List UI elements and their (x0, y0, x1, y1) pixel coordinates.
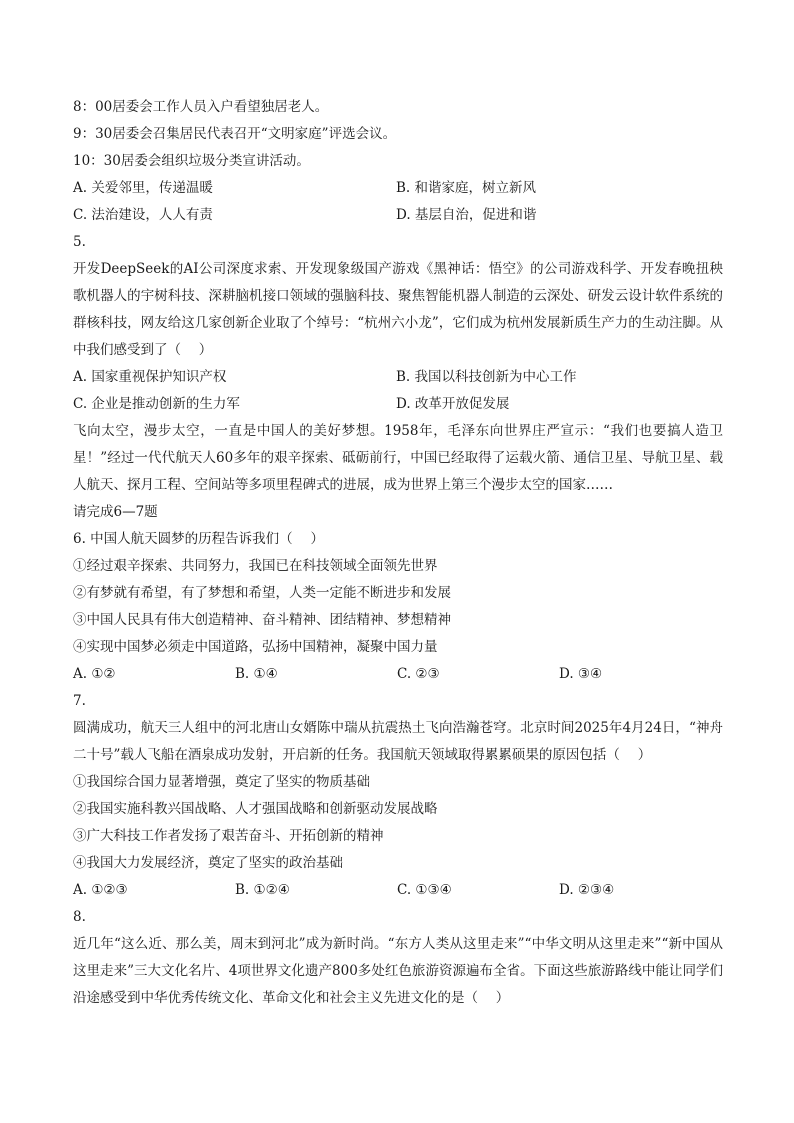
question-7-options (73, 877, 723, 904)
schedule-item: 10：30居委会组织垃圾分类宣讲活动。 (73, 153, 310, 169)
statement-item: ③中国人民具有伟大创造精神、奋斗精神、团结精神、梦想精神 (73, 612, 451, 628)
schedule-item: 8：00居委会工作人员入户看望独居老人。 (73, 99, 329, 115)
statement-item: ③广大科技工作者发扬了艰苦奋斗、开拓创新的精神 (73, 828, 384, 844)
question-6-stem: 6. 中国人航天圆梦的历程告诉我们（ ） (73, 531, 324, 547)
statement-item: ②我国实施科教兴国战略、人才强国战略和创新驱动发展战略 (73, 801, 438, 817)
statement-item: ①经过艰辛探索、共同努力，我国已在科技领域全面领先世界 (73, 558, 438, 574)
instruction-text: 请完成6—7题 (73, 504, 158, 520)
question-5-number: 5. (73, 234, 86, 250)
option-a: A. ①② (73, 666, 116, 682)
question-7-number: 7. (73, 693, 86, 709)
option-b: B. 和谐家庭，树立新风 (396, 180, 537, 196)
question-8-number: 8. (73, 909, 86, 925)
option-b: B. ①②④ (235, 882, 290, 898)
question-4-options-row-2 (73, 202, 723, 229)
option-a: A. 国家重视保护知识产权 (73, 369, 227, 385)
statement-item: ④我国大力发展经济，奠定了坚实的政治基础 (73, 855, 343, 871)
exam-page (73, 94, 723, 1012)
question-7-stem: 圆满成功，航天三人组中的河北唐山女婿陈中瑞从抗震热土飞向浩瀚苍穹。北京时间2025年4月24日，“神舟二十号”载人飞船在酒泉成功发射，开启新的任务。我国航天领域取得累累硕果的原因包括（ ） (73, 720, 723, 763)
question-5-options-row-2 (73, 391, 723, 418)
option-d: D. 改革开放促发展 (396, 396, 510, 412)
option-b: B. ①④ (235, 666, 278, 682)
option-b: B. 我国以科技创新为中心工作 (396, 369, 577, 385)
question-6-options (73, 661, 723, 688)
option-d: D. ③④ (559, 666, 603, 682)
option-c: C. ①③④ (397, 882, 452, 898)
statement-item: ①我国综合国力显著增强，奠定了坚实的物质基础 (73, 774, 370, 790)
statement-item: ②有梦就有希望，有了梦想和希望，人类一定能不断进步和发展 (73, 585, 451, 601)
question-8-stem: 近几年“这么近、那么美，周末到河北”成为新时尚。“东方人类从这里走来”“中华文明从这里走来”“新中国从这里走来”三大文化名片、4项世界文化遗产800多处红色旅游资源遍布全省。下面这些旅游路线中能让同学们沿途感受到中华优秀传统文化、革命文化和社会主义先进文化的是（ ） (73, 936, 723, 1006)
option-a: A. ①②③ (73, 882, 128, 898)
question-4-options-row-1 (73, 175, 723, 202)
option-a: A. 关爱邻里，传递温暖 (73, 180, 213, 196)
option-d: D. 基层自治，促进和谐 (396, 207, 537, 223)
question-5-stem: 开发DeepSeek的AI公司深度求索、开发现象级国产游戏《黑神话：悟空》的公司游戏科学、开发春晚扭秧歌机器人的宇树科技、深耕脑机接口领域的强脑科技、聚焦智能机器人制造的云深处、研发云设计软件系统的群核科技，网友给这几家创新企业取了个绰号：“杭州六小龙”，它们成为杭州发展新质生产力的生动注脚。从中我们感受到了（ ） (73, 261, 723, 358)
option-c: C. 法治建设，人人有责 (73, 207, 213, 223)
question-5-options-row-1 (73, 364, 723, 391)
option-c: C. ②③ (397, 666, 440, 682)
statement-item: ④实现中国梦必须走中国道路，弘扬中国精神，凝聚中国力量 (73, 639, 438, 655)
question-4-schedule (73, 94, 723, 175)
option-c: C. 企业是推动创新的生力军 (73, 396, 240, 412)
option-d: D. ②③④ (559, 882, 615, 898)
schedule-item: 9：30居委会召集居民代表召开“文明家庭”评选会议。 (73, 126, 397, 142)
reading-material: 飞向太空，漫步太空，一直是中国人的美好梦想。1958年，毛泽东向世界庄严宣示：“我们也要搞人造卫星！”经过一代代航天人60多年的艰辛探索、砥砺前行，中国已经取得了运载火箭、通信卫星、导航卫星、载人航天、探月工程、空间站等多项里程碑式的进展，成为世界上第三个漫步太空的国家…… (73, 423, 723, 493)
